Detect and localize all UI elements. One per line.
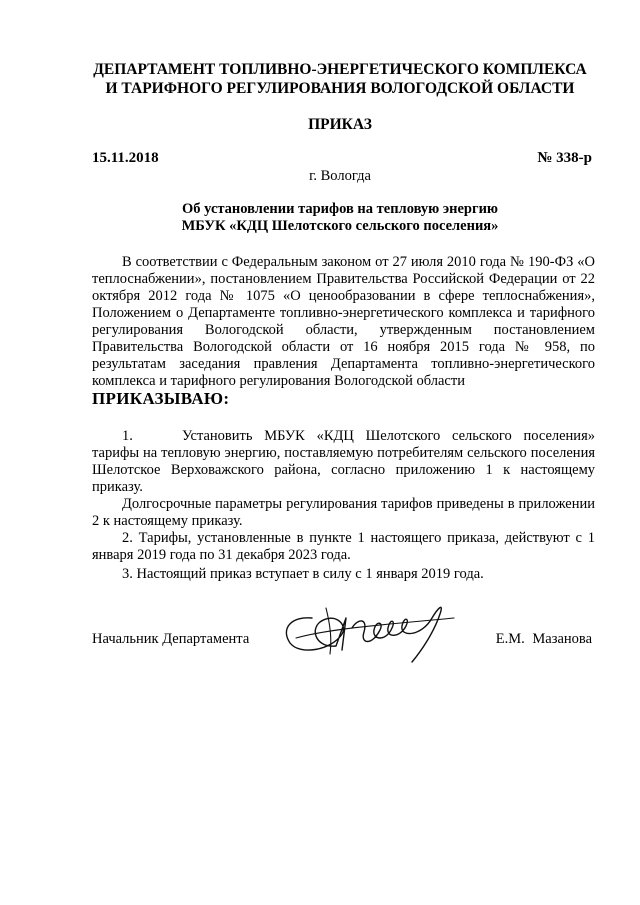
item-2: 2. Тарифы, установленные в пункте 1 настоящего приказа, действуют с 1 января 2019 года по 31 декабря 2023 года. — [92, 530, 595, 563]
item-1 — [92, 428, 595, 496]
item-3: 3. Настоящий приказ вступает в силу с 1 января 2019 года. — [122, 566, 484, 582]
item-1-text: Установить МБУК «КДЦ Шелотского сельского поселения» тарифы на тепловую энергию, поставляемую потребителям сельского поселения Шелотское Верховажского района, согласно приложению 1 к настоящему приказу. — [92, 428, 595, 495]
subject-line-2: МБУК «КДЦ Шелотского сельского поселения» — [181, 218, 499, 234]
item-1-parameters: Долгосрочные параметры регулирования тарифов приведены в приложении 2 к настоящему приказу. — [92, 496, 595, 529]
handwritten-signature — [272, 588, 462, 668]
header-line-1: ДЕПАРТАМЕНТ ТОПЛИВНО-ЭНЕРГЕТИЧЕСКОГО КОМПЛЕКСА — [93, 61, 587, 78]
city: г. Вологда — [309, 168, 371, 184]
header-line-2: И ТАРИФНОГО РЕГУЛИРОВАНИЯ ВОЛОГОДСКОЙ ОБЛАСТИ — [105, 80, 575, 97]
department-header — [60, 60, 620, 98]
signer-position: Начальник Департамента — [92, 631, 250, 647]
order-subject — [60, 201, 620, 235]
document-type: ПРИКАЗ — [308, 116, 372, 133]
signer-name: Е.М. Мазанова — [495, 631, 592, 647]
subject-line-1: Об установлении тарифов на тепловую энергию — [181, 201, 499, 217]
item-1-number: 1. — [122, 428, 133, 444]
order-heading: ПРИКАЗЫВАЮ: — [92, 389, 230, 408]
order-number: № 338-р — [537, 150, 592, 166]
order-date: 15.11.2018 — [92, 150, 159, 166]
preamble-paragraph: В соответствии с Федеральным законом от 27 июля 2010 года № 190-ФЗ «О теплоснабжении», постановлением Правительства Российской Федерации от 22 октября 2012 года № 1075 «О ценообразовании в сфере теплоснабжения», Положением о Департаменте топливно-энергетического комплекса и тарифного регулирования Вологодской области, утвержденным постановлением Правительства Вологодской области от 16 ноября 2015 года № 958, по результатам заседания правления Департамента топливно-энергетического комплекса и тарифного регулирования Вологодской области — [92, 254, 595, 389]
